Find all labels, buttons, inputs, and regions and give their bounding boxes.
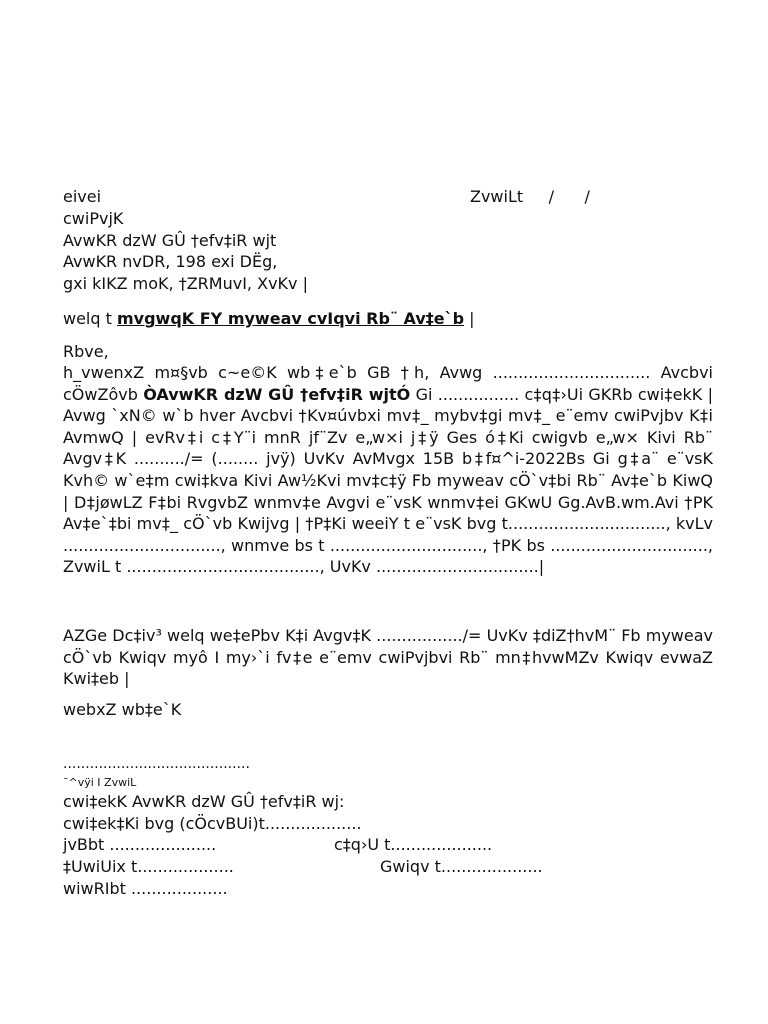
company-name: ÒAvwKR dzW GÛ †efv‡iR wjtÓ [143,384,411,404]
body-paragraph-1 [63,362,713,578]
fields-row-1 [63,834,713,856]
distributor-fields [63,791,713,900]
subject-text: mvgwqK FY myweav cvIqvi Rb¨ Av‡e`b [116,309,465,328]
fields-row-2 [63,856,713,878]
p1-part-b: Gi ................ c‡q‡›Ui GKRb cwi‡ekK | Avwg `xN© w`b hver Avcbvi †Kv¤úvbxi mv‡_ mybv‡gi mv‡_ e¨emv cwiPvjbv K‡i AvmwQ | evRv‡i c‡Y¨i mnR jf¨Zv e„w×i j‡ÿ Ges ó‡Ki cwigvb e„w× Kivi Rb¨ Avgv‡K ........../= (........ jvÿ) UvKv AvMvgx 15B b‡f¤^i-2022Bs Gi g‡a¨ e¨vsK Kvh© w`e‡m cwi‡kva Kivi Aw½Kvi mv‡c‡ÿ Fb myweav cÖ`v‡bi Rb¨ Av‡e`b KiwQ | D‡jøwLZ F‡bi RvgvbZ wnmv‡e Avgvi e¨vsK wnmv‡ei GKwU Gg.AvB.wm.Avi †PK Av‡e`‡bi mv‡_ cÖ`vb Kwijvg | †P‡Ki weeiY t e¨vsK bvg t..............................., kvLv ..............................., wnmve bs t .............................., †PK bs ..............................., ZvwiL t ......................................, UvKv ................................| [63,384,714,577]
body-paragraph-2: AZGe Dc‡iv³ welq we‡ePbv K‡i Avgv‡K ................./= UvKv ‡diZ†hvM¨ Fb myweav cÖ`vb Kwiqv myô I my›`i fv‡e e¨emv cwiPvjbvi Rb¨ mn‡hvwMZv Kwiqv evwaZ Kwi‡eb | [63,626,713,689]
to-label: eivei [63,187,102,206]
signature-line: .......................................... [63,756,250,772]
line-field: jvBbt ..................... [63,835,217,855]
address-line-3: AvwKR nvDR, 198 exi DËg, [63,252,278,272]
area-field: Gwiqv t.................... [380,857,543,877]
address-line-2: AvwKR dzW GÛ †efv‡iR wjt [63,230,277,250]
closing: webxZ wb‡e`K [63,700,182,719]
p1-part-a: h_vwenxZ m¤§vb c~e©K wb‡e`b GB †h, Avwg ............................... Avcbvi cÖwZôvb [63,363,713,404]
signature-label: ¯^vÿi I ZvwiL [63,775,137,789]
region-field: wiwRIbt ................... [63,879,228,899]
point-field: c‡q›U t.................... [334,835,493,855]
to-date-row [63,186,713,208]
subject-prefix: welq t [63,309,117,328]
signature-block [63,754,713,790]
territory-field: ‡UwiUix t................... [63,857,234,877]
subject-suffix: | [464,309,475,328]
letter-header [63,186,713,294]
salutation: Rbve, [63,342,109,361]
address-line-1: cwiPvjK [63,209,124,228]
date-label: ZvwiLt / / [470,187,590,206]
distributor-name-field: cwi‡ek‡Ki bvg (cÖcvBUi)t................... [63,813,362,833]
distributor-heading: cwi‡ekK AvwKR dzW GÛ †efv‡iR wj: [63,792,345,811]
address-line-4: gxi kIKZ moK, †ZRMuvI, XvKv | [63,273,308,293]
subject-line [63,308,713,330]
